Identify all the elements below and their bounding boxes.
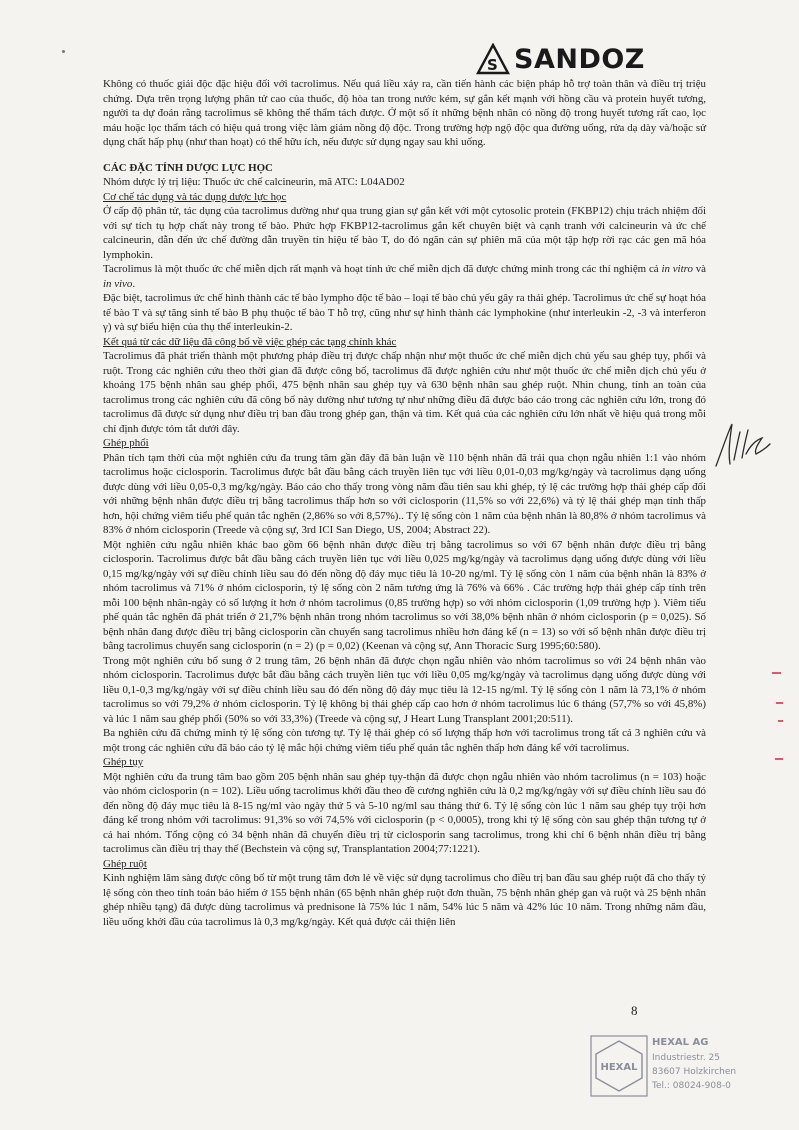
- lung-paragraph-1: Phân tích tạm thời của một nghiên cứu đa trung tâm gần đây đã bàn luận về 110 bệnh nhân đã trải qua chọn ngẫu nhiên 1:1 vào nhóm tacrolimus hoặc ciclosporin. Tacrolimus được bắt đầu bằng cách truyền liên tục với liều 0,01-0,03 mg/kg/ngày và tacrolimus dạng uống được dùng với liều 0,05-0,3 mg/kg/ngày. Báo cáo cho thấy trong vòng năm đầu tiên sau khi ghép, tỷ lệ các trường hợp thải ghép cấp đối với những bệnh nhân được điều trị bằng tacrolimus thấp hơn so với ciclosporin (11,5% so với 22,6%) và tỷ lệ thải ghép mạn tính thấp hơn, hội chứng viêm tiểu phế quản tắc nghẽn (2,86% so với 8,57%).. Tỷ lệ sống còn 1 năm của bệnh nhân là 80,8% ở nhóm tacrolimus và 83% ở nhóm ciclosporin (Treede và cộng sự, 3rd ICI San Diego, US, 2004; Abstract 22).: [103, 451, 706, 536]
- intestine-paragraph: Kinh nghiệm lâm sàng được công bố từ một trung tâm đơn lẻ về việc sử dụng tacrolimus cho điều trị ban đầu sau ghép ruột đã cho thấy tỷ lệ sống còn theo tính toán bảo hiểm ở 155 bệnh nhân (65 bệnh nhân ghép ruột đơn thuần, 75 bệnh nhân ghép gan và ruột và 25 bệnh nhân ghép nhiều tạng) đã được dùng tacrolimus và prednisone là 75% lúc 1 năm, 54% lúc 5 năm và 42% lúc 10 năm. Trong những năm đầu, liều uống khởi đầu của tacrolimus là 0,3 mg/kg/ngày. Kết quả được cải thiện liên: [103, 872, 706, 928]
- margin-mark: [772, 672, 781, 674]
- subheading-pancreas: Ghép tụy: [103, 756, 144, 768]
- subheading-intestine: Ghép ruột: [103, 857, 147, 870]
- lung-paragraph-4: Ba nghiên cứu đã chứng minh tỷ lệ sống còn tương tự. Tỷ lệ thải ghép có số lượng thấp hơn với tacrolimus trong tất cả 3 nghiên cứu và một trong các nghiên cứu đã báo cáo tỷ lệ mắc hội chứng viêm tiểu phế quản tắc nghẽn thấp hơn đáng kể với tacrolimus.: [103, 727, 706, 754]
- stamp-street: Industriestr. 25: [652, 1053, 720, 1063]
- invitro-paragraph: Tacrolimus là một thuốc ức chế miễn dịch rất mạnh và hoạt tính ức chế miễn dịch đã được chứng minh trong các thí nghiệm cả in vitro và in vivo.: [103, 263, 706, 290]
- sandoz-triangle-icon: [476, 43, 510, 75]
- stamp-company: HEXAL AG: [652, 1037, 709, 1048]
- subheading-lung: Ghép phổi: [103, 437, 149, 449]
- sandoz-logo: [476, 43, 645, 75]
- mechanism-paragraph: Ở cấp độ phân tử, tác dụng của tacrolimus dường như qua trung gian sự gắn kết với một cytosolic protein (FKBP12) chịu trách nhiệm đối với sự tích tụ hợp chất này trong tế bào. Phức hợp FKBP12-tacrolimus gắn kết chuyên biệt và cạnh tranh với calcineurin và ức chế calcineurin, dẫn đến ức chế đường dẫn truyền tín hiệu tế bào T, do đó ngăn cản sự phiên mã của một tập hợp rời rạc các gen mã hóa lymphokin.: [103, 205, 706, 261]
- overdose-paragraph: Không có thuốc giải độc đặc hiệu đối với tacrolimus. Nếu quá liều xảy ra, cần tiến hành các biện pháp hỗ trợ toàn thân và điều trị triệu chứng. Dựa trên trọng lượng phân tử cao của thuốc, độ hòa tan trong nước kém, sự gắn kết mạnh với hồng cầu và protein huyết tương, người ta dự đoán rằng tacrolimus sẽ không thể thẩm tách được. Ở một số ít những bệnh nhân có nồng độ trong huyết tương rất cao, lọc máu hoặc lọc thẩm tách có hiệu quả trong việc làm giảm nồng độ độc. Trong trường hợp ngộ độc qua đường uống, rửa dạ dày và/hoặc sử dụng chất hấp phụ (như than hoạt) có thể hữu ích, nếu được sử dụng ngay sau khi uống.: [103, 78, 706, 148]
- cytotoxic-paragraph: Đặc biệt, tacrolimus ức chế hình thành các tế bào lympho độc tế bào – loại tế bào chủ yếu gây ra thải ghép. Tacrolimus ức chế sự hoạt hóa tế bào T và sự tăng sinh tế bào B phụ thuộc tế bào T hỗ trợ, cũng như sự hình thành các lymphokine (như interleukin -2, -3 và interferon γ) và sự biểu hiện của thụ thể interleukin-2.: [103, 292, 706, 333]
- brand-name: SANDOZ: [514, 43, 645, 75]
- pharmacotherapeutic-group: Nhóm dược lý trị liệu: Thuốc ức chế calcineurin, mã ATC: L04AD02: [103, 176, 405, 188]
- hexal-stamp: [590, 1033, 740, 1101]
- section-heading: CÁC ĐẶC TÍNH DƯỢC LỰC HỌC: [103, 161, 273, 174]
- handwritten-initials: [712, 420, 772, 470]
- scan-speck: [62, 50, 65, 53]
- margin-mark: [775, 758, 783, 760]
- pancreas-paragraph: Một nghiên cứu đa trung tâm bao gồm 205 bệnh nhân sau ghép tụy-thận đã được chọn ngẫu nhiên vào nhóm tacrolimus (n = 103) hoặc vào nhóm ciclosporin (n = 102). Liều uống tacrolimus khởi đầu theo đề cương nghiên cứu là 0,2 mg/kg/ngày với sự điều chỉnh liều sau đó đến nồng độ đáy mục tiêu là 8-15 ng/ml vào ngày thứ 5 và 5-10 ng/ml sau tháng thứ 6. Tỷ lệ sống còn lúc 1 năm sau ghép tụy trội hơn đáng kể trong nhóm với tacrolimus: 91,3% so với 74,5% với ciclosporin (p < 0,0005), trong khi tỷ lệ sống còn sau ghép thận tương tự ở cả hai nhóm. Tổng cộng có 34 bệnh nhân đã chuyển điều trị từ ciclosporin sang tacrolimus, trong khi chỉ 6 bệnh nhân điều trị bằng tacrolimus cần điều trị thay thế (Bechstein và cộng sự, Transplantation 2004;77:1221).: [103, 770, 706, 855]
- hexal-logo-icon: [590, 1035, 648, 1097]
- margin-mark: [778, 720, 783, 722]
- stamp-phone: Tel.: 08024-908-0: [652, 1081, 731, 1091]
- margin-mark: [776, 702, 783, 704]
- svg-text:HEXAL: HEXAL: [600, 1062, 638, 1073]
- stamp-city: 83607 Holzkirchen: [652, 1067, 737, 1077]
- lung-paragraph-3: Trong một nghiên cứu bổ sung ở 2 trung tâm, 26 bệnh nhân đã được chọn ngẫu nhiên vào nhóm tacrolimus so với 24 bệnh nhân vào nhóm ciclosporin. Tacrolimus được bắt đầu bằng cách truyền liên tục với liều 0,05 mg/kg/ngày và tacrolimus dạng uống được dùng với liều 0,1-0,3 mg/kg/ngày với sự điều chỉnh liều sau đó đến nồng độ đáy mục tiêu là 12-15 ng/ml. Tỷ lệ sống còn 1 năm là 73,1% ở nhóm tacrolimus so với 79,2% ở nhóm ciclosporin. Tỷ lệ không bị thải ghép cấp cao hơn ở nhóm tacrolimus lúc 6 tháng (57,7% so với 45,8%) và lúc 1 năm sau ghép phổi (50% so với 33,3%) (Treede và cộng sự, J Heart Lung Transplant 2001;20:511).: [103, 654, 706, 725]
- results-paragraph: Tacrolimus đã phát triển thành một phương pháp điều trị được chấp nhận như một thuốc ức chế miễn dịch chủ yếu sau ghép tụy, phổi và ruột. Trong các nghiên cứu theo thời gian đã được công bố, tacrolimus đã được nghiên cứu như một thuốc ức chế miễn dịch chủ yếu ở khoảng 175 bệnh nhân sau ghép phổi, 475 bệnh nhân sau ghép tụy và 630 bệnh nhân sau ghép ruột. Nhìn chung, tính an toàn của tacrolimus trong các nghiên cứu đã công bố này dường như tương tự như những điều đã được báo cáo trong các nghiên cứu lớn, trong đó tacrolimus đã được sử dụng như điều trị ban đầu trong ghép gan, thận và tim. Kết quả của các nghiên cứu lớn nhất về hiệu quả trong mỗi chỉ định được tóm tắt dưới đây.: [103, 350, 706, 435]
- svg-text:S: S: [487, 56, 498, 74]
- subheading-mechanism: Cơ chế tác dụng và tác dụng dược lực học: [103, 190, 287, 203]
- document-body: [103, 77, 706, 929]
- page-number: 8: [631, 1003, 638, 1018]
- subheading-results: Kết quả từ các dữ liệu đã công bố về việc ghép các tạng chính khác: [103, 335, 397, 348]
- lung-paragraph-2: Một nghiên cứu ngẫu nhiên khác bao gồm 66 bệnh nhân được điều trị bằng tacrolimus so với 67 bệnh nhân được điều trị bằng ciclosporin. Tacrolimus được bắt đầu bằng cách truyền liên tục với liều 0,025 mg/kg/ngày và tacrolimus dạng uống được dùng với liều 0,15 mg/kg/ngày với sự điều chỉnh liều sau đó đến nồng độ đáy mục tiêu là 10-20 ng/ml. Tỷ lệ sống còn 1 năm của bệnh nhân là 83% ở nhóm tacrolimus và 71% ở nhóm ciclosporin, tỷ lệ sống còn 2 năm tương ứng là 76% và 66% . Các trường hợp thải ghép cấp tính trên mỗi 100 bệnh nhân-ngày có số lượng ít hơn ở nhóm tacrolimus (0,85 trường hợp) so với nhóm ciclosporin (1,09 trường hợp ). Viêm tiểu phế quản tắc nghẽn đã phát triển ở 21,7% bệnh nhân trong nhóm tacrolimus so với 38,0% bệnh nhân ở nhóm ciclosporin (p = 0,025). Số bệnh nhân đang được điều trị bằng ciclosporin cần chuyển sang tacrolimus nhiều hơn đáng kể (n = 13) so với số bệnh nhân được điều trị bằng tacrolimus chuyển sang ciclosporin (n = 2) (p = 0,02) (Keenan và cộng sự, Ann Thoracic Surg 1995;60:580).: [103, 538, 706, 652]
